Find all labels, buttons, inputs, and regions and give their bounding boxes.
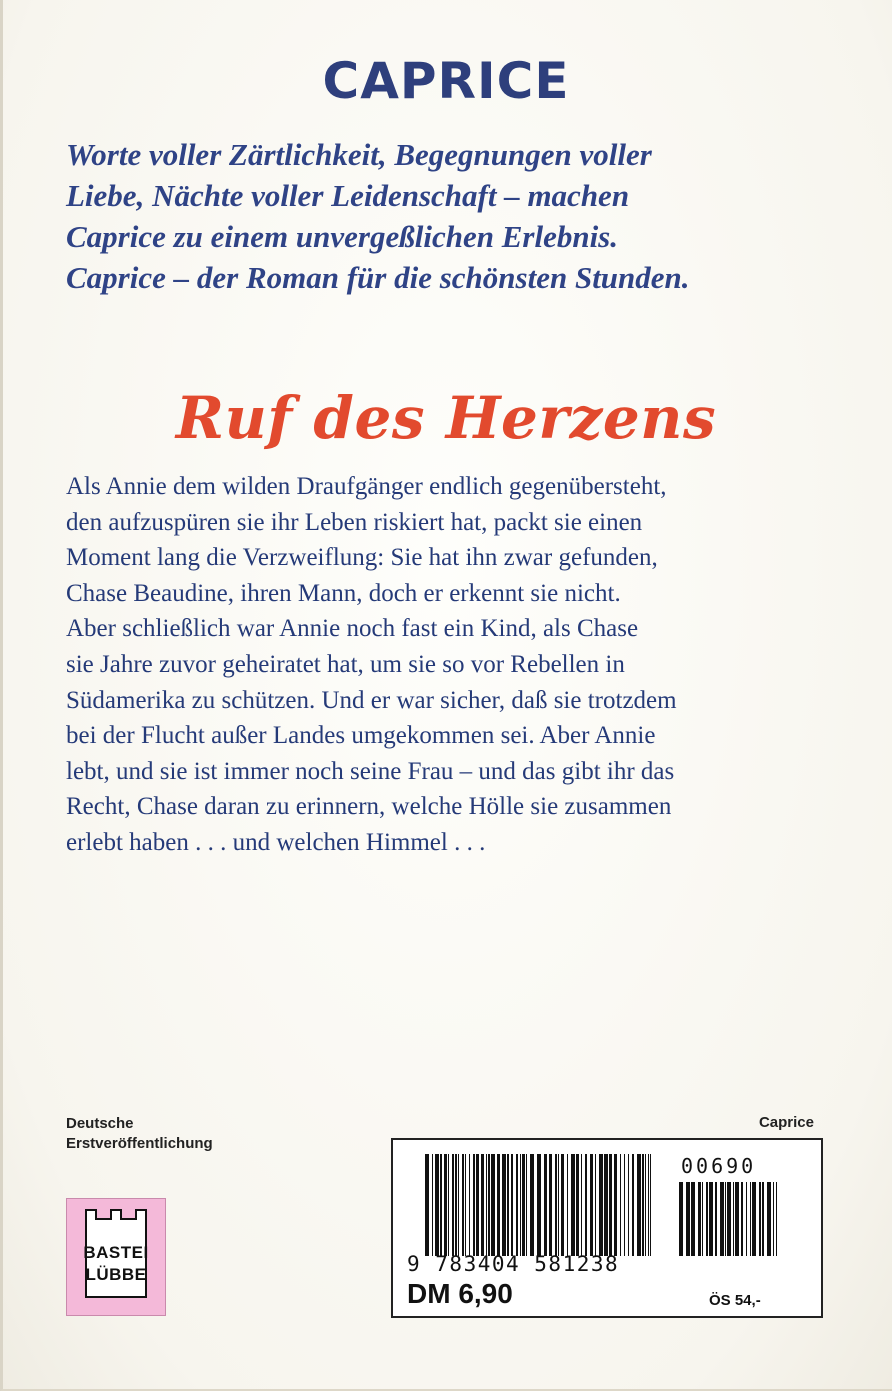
first-edition-line: Deutsche [66,1115,134,1132]
barcode-bar [435,1154,439,1256]
barcode-bar [609,1154,612,1256]
barcode-bar [632,1154,634,1256]
price-os: ÖS 54,- [709,1292,761,1309]
barcode-addon [679,1182,781,1256]
blurb-line: sie Jahre zuvor geheiratet hat, um sie so vor Rebellen in [66,650,625,678]
blurb-line: Als Annie dem wilden Draufgänger endlich gegenübersteht, [66,473,667,500]
first-edition-note [66,1114,213,1154]
barcode-bar [720,1182,724,1256]
blurb-line: Chase Beaudine, ihren Mann, doch er erkennt sie nicht. [66,579,621,607]
barcode-bar [549,1154,552,1256]
barcode-bar [746,1182,747,1256]
barcode-bar [522,1154,525,1256]
barcode-bar [440,1154,442,1256]
barcode-bar [537,1154,541,1256]
first-edition-line: Erstveröffentlichung [66,1135,213,1152]
publisher-logo [66,1198,166,1316]
blurb-line: Moment lang die Verzweiflung: Sie hat ihn zwar gefunden, [66,544,658,572]
barcode-bar [425,1154,429,1256]
barcode-bar [650,1154,651,1256]
barcode-bar [462,1154,464,1256]
barcode-bar [637,1154,641,1256]
battlement-shape [135,1209,147,1220]
barcode-bar [628,1154,629,1256]
barcode-bar [614,1154,617,1256]
barcode-bar [520,1154,521,1256]
publisher-name-line: BASTEI [83,1243,149,1262]
book-title: Ruf des Herzens [175,384,717,452]
barcode-bar [709,1182,713,1256]
addon-code: 00690 [681,1154,757,1178]
barcode-bar [750,1182,751,1256]
barcode-bar [585,1154,587,1256]
barcode-bar [752,1182,756,1256]
blurb-line: den aufzuspüren sie ihr Leben riskiert hat, packt sie einen [66,508,643,536]
barcode-bar [645,1154,646,1256]
blurb-line: Recht, Chase daran zu erinnern, welche Hölle sie zusammen [66,793,672,821]
series-logo: CAPRICE [322,52,570,110]
barcode-bar [507,1154,509,1256]
barcode-bar [691,1182,695,1256]
battlement-shape [85,1209,97,1220]
barcode-bar [476,1154,479,1256]
barcode-bar [706,1182,708,1256]
barcode-bar [526,1154,527,1256]
barcode-bar [465,1154,466,1256]
barcode-bar [773,1182,774,1256]
tagline-line: Liebe, Nächte voller Leidenschaft – machen [66,178,630,213]
barcode-bar [604,1154,608,1256]
barcode-bar [561,1154,564,1256]
publisher-name-line: LÜBBE [85,1265,147,1284]
battlement-shape [110,1209,122,1220]
barcode-bar [473,1154,475,1256]
barcode-bar [444,1154,447,1256]
barcode-bar [576,1154,579,1256]
tagline-line: Caprice – der Roman für die schönsten Stunden. [66,260,690,295]
isbn-number: 9 783404 581238 [407,1252,620,1276]
price-dm: DM 6,90 [407,1278,513,1309]
barcode-bar [590,1154,593,1256]
barcode-bar [491,1154,495,1256]
barcode-bar [567,1154,568,1256]
barcode-bar [511,1154,513,1256]
blurb-line: Aber schließlich war Annie noch fast ein Kind, als Chase [66,615,639,643]
blurb-line: lebt, und sie ist immer noch seine Frau – und das gibt ihr das [66,757,675,785]
barcode-bar [502,1154,506,1256]
barcode-bar [642,1154,644,1256]
barcode-bar [776,1182,777,1256]
tagline-line: Worte voller Zärtlichkeit, Begegnungen voller [66,137,652,172]
barcode-bar [488,1154,490,1256]
barcode-bar [762,1182,764,1256]
barcode-bar [715,1182,717,1256]
barcode-box [391,1138,823,1318]
barcode-bar [735,1182,739,1256]
barcode-bar [727,1182,731,1256]
barcode-bar [486,1154,487,1256]
barcode-bar [458,1154,459,1256]
barcode-bar [455,1154,457,1256]
barcode-bar [448,1154,449,1256]
barcode-bar [571,1154,575,1256]
barcode-bar [679,1182,683,1256]
barcode-bar [686,1182,690,1256]
blurb-line: erlebt haben . . . und welchen Himmel . . . [66,828,486,856]
barcode-bar [481,1154,484,1256]
series-name-label: Caprice [758,1114,814,1131]
series-tagline [66,134,826,298]
barcode-bar [558,1154,559,1256]
barcode-bar [432,1154,433,1256]
barcode-bar [497,1154,500,1256]
barcode-bar [516,1154,518,1256]
blurb-line: Südamerika zu schützen. Und er war sicher, daß sie trotzdem [66,686,677,714]
barcode-bar [599,1154,603,1256]
barcode-bar [767,1182,771,1256]
barcode-bar [595,1154,596,1256]
barcode-bar [544,1154,547,1256]
barcode-bar [702,1182,703,1256]
barcode-bar [733,1182,734,1256]
barcode-bar [741,1182,743,1256]
barcode-bar [648,1154,649,1256]
barcode-bar [555,1154,557,1256]
tagline-line: Caprice zu einem unvergeßlichen Erlebnis. [66,219,618,254]
barcode-bar [620,1154,621,1256]
barcode-bar [698,1182,701,1256]
blurb-line: bei der Flucht außer Landes umgekommen sei. Aber Annie [66,722,656,750]
blurb-text [66,469,826,861]
barcode-bar [530,1154,534,1256]
barcode-bar [452,1154,454,1256]
barcode-bar [759,1182,761,1256]
barcode-bar [624,1154,625,1256]
barcode-bar [581,1154,582,1256]
barcode-bar [469,1154,470,1256]
barcode-bar [725,1182,726,1256]
barcode-main [425,1154,651,1256]
